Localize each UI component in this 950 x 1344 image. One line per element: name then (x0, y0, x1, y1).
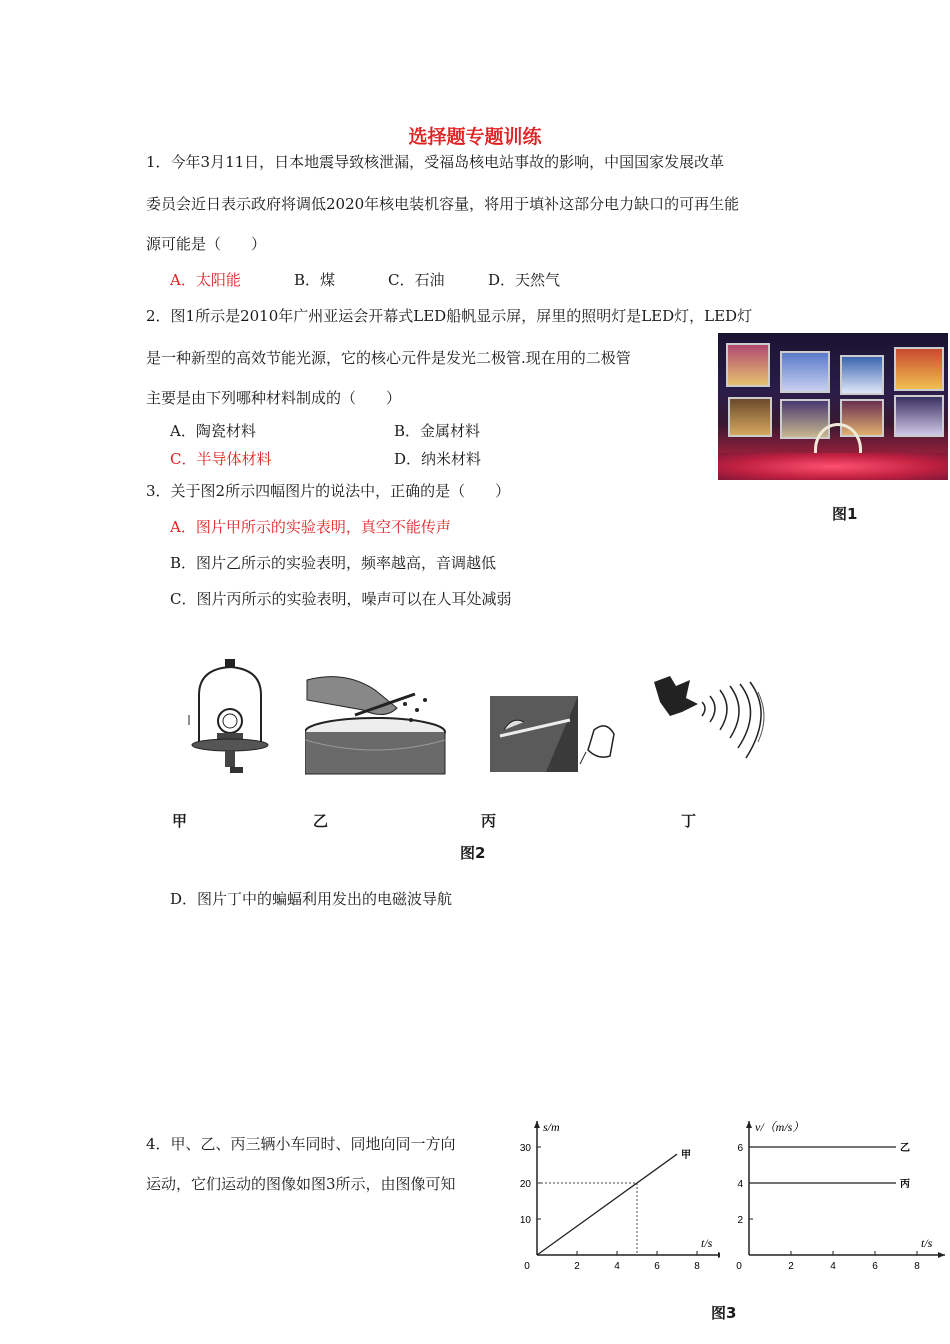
led-screen-photo (718, 333, 948, 480)
q3-option-a: A．图片甲所示的实验表明，真空不能传声 (170, 518, 451, 536)
y-tick-label: 20 (519, 1179, 531, 1190)
y-tick-label: 2 (737, 1215, 743, 1226)
x-tick-label: 8 (694, 1261, 700, 1272)
y-axis-arrow (746, 1121, 752, 1128)
q1-line-1: 1．今年3月11日，日本地震导致核泄漏，受福岛核电站事故的影响，中国国家发展改革 (146, 153, 725, 171)
y-axis-label: v/（m/s） (755, 1120, 805, 1134)
x-tick-label: 6 (654, 1261, 660, 1272)
v-t-graph (725, 1118, 947, 1278)
figure-2-label-jia: 甲 (172, 812, 188, 830)
y-axis-label: s/m (543, 1120, 560, 1134)
x-tick-label: 4 (830, 1261, 836, 1272)
q3-option-d: D．图片丁中的蝙蝠利用发出的电磁波导航 (170, 890, 453, 908)
bat-illustration (650, 672, 775, 782)
y-tick-label: 30 (519, 1143, 531, 1154)
q2-line-3: 主要是由下列哪种材料制成的（ ） (146, 389, 402, 407)
series-line-0 (537, 1154, 677, 1255)
x-tick-label: 4 (614, 1261, 620, 1272)
x-tick-label: 6 (872, 1261, 878, 1272)
x-axis-arrow (718, 1252, 720, 1258)
x-axis-label: t/s (921, 1236, 933, 1250)
ruler-illustration (490, 690, 630, 775)
q2-line-2: 是一种新型的高效节能光源，它的核心元件是发光二极管.现在用的二极管 (146, 349, 631, 367)
q2-option-a: A．陶瓷材料 (170, 422, 256, 440)
x-tick-label: 2 (574, 1261, 580, 1272)
figure-3-caption: 图3 (711, 1304, 737, 1322)
series-label-1: 丙 (900, 1179, 910, 1190)
q1-option-d: D．天然气 (488, 271, 561, 289)
q4-line-1: 4．甲、乙、丙三辆小车同时、同地向同一方向 (146, 1135, 456, 1153)
figure-2-caption: 图2 (460, 844, 486, 862)
q2-option-b: B．金属材料 (394, 422, 481, 440)
y-tick-label: 4 (737, 1179, 743, 1190)
series-label-0: 乙 (900, 1143, 910, 1154)
figure-1-caption: 图1 (832, 505, 858, 523)
q1-line-3: 源可能是（ ） (146, 235, 267, 253)
x-tick-label: 8 (914, 1261, 920, 1272)
y-tick-label: 6 (737, 1143, 743, 1154)
q2-option-d: D．纳米材料 (394, 450, 482, 468)
s-t-graph (505, 1118, 720, 1278)
q2-line-1: 2．图1所示是2010年广州亚运会开幕式LED船帆显示屏，屏里的照明灯是LED灯，LED灯 (146, 307, 753, 325)
series-label-0: 甲 (681, 1150, 691, 1162)
q3-line: 3．关于图2所示四幅图片的说法中，正确的是（ ） (146, 482, 511, 500)
figure-2-label-ding: 丁 (681, 812, 697, 830)
q1-line-2: 委员会近日表示政府将调低2020年核电装机容量，将用于填补这部分电力缺口的可再生能 (146, 195, 740, 213)
x-tick-label: 2 (788, 1261, 794, 1272)
q2-option-c: C．半导体材料 (170, 450, 272, 468)
q1-option-a: A．太阳能 (170, 271, 241, 289)
q1-option-c: C．石油 (388, 271, 445, 289)
figure-2-label-bing: 丙 (481, 812, 497, 830)
y-axis-arrow (534, 1121, 540, 1128)
page-title: 选择题专题训练 (408, 126, 542, 148)
x-tick-label: 0 (736, 1261, 742, 1272)
x-tick-label: 0 (524, 1261, 530, 1272)
y-tick-label: 10 (519, 1215, 531, 1226)
x-axis-arrow (938, 1252, 945, 1258)
q4-line-2: 运动，它们运动的图像如图3所示，由图像可知 (146, 1175, 456, 1193)
bell-jar-illustration (185, 655, 275, 785)
figure-2-label-yi: 乙 (313, 812, 329, 830)
x-axis-label: t/s (701, 1236, 713, 1250)
drum-illustration (305, 670, 450, 780)
q3-option-b: B．图片乙所示的实验表明，频率越高，音调越低 (170, 554, 497, 572)
q3-option-c: C．图片丙所示的实验表明，噪声可以在人耳处减弱 (170, 590, 512, 608)
q1-option-b: B．煤 (294, 271, 336, 289)
